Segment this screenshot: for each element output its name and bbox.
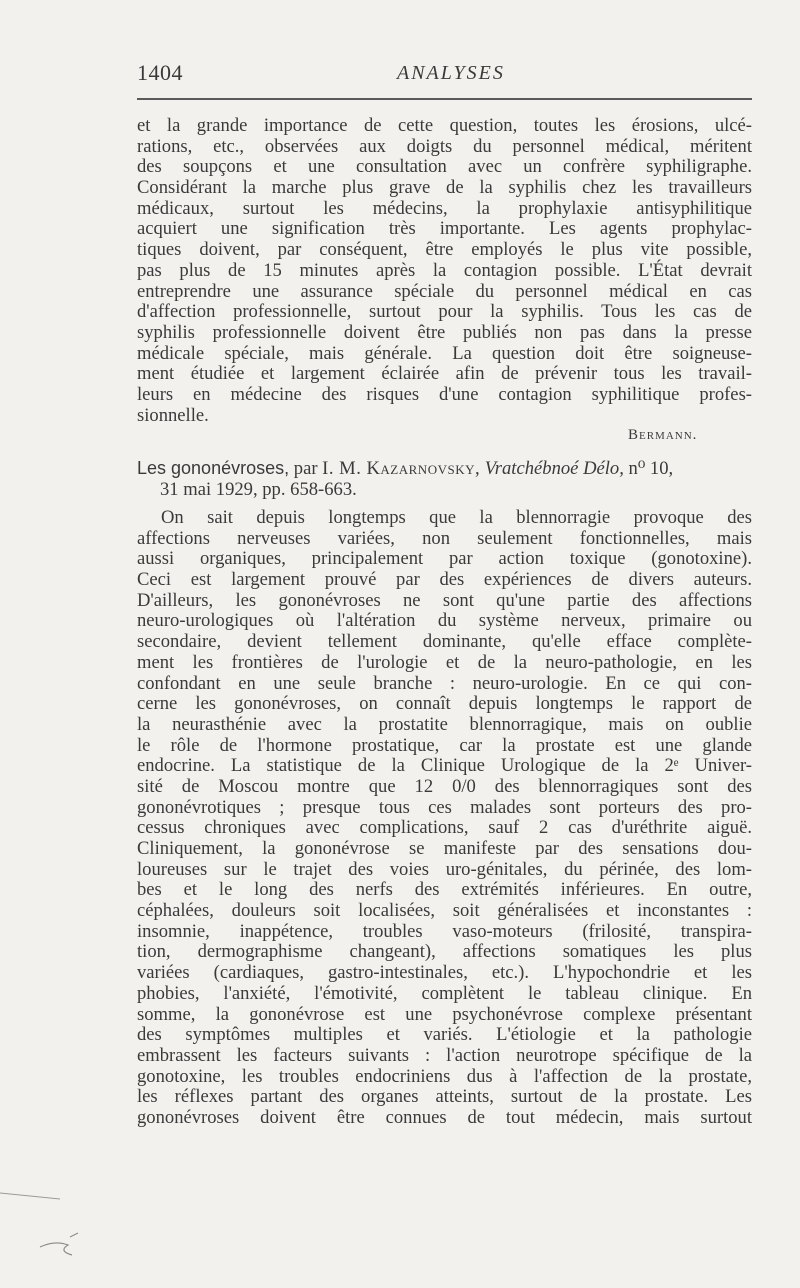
text-line: ment étudiée et largement éclairée afin de prévenir tous les travail- [137, 363, 752, 385]
previous-article-text [137, 116, 752, 426]
article-author: I. M. Kazarnovsky, [322, 458, 481, 479]
text-line: Ceci est largement prouvé par des expériences de divers auteurs. [137, 569, 752, 591]
text-line: neuro-urologiques où l'altération du système nerveux, primaire ou [137, 610, 752, 632]
text-line: tiques doivent, par conséquent, être employés le plus vite possible, [137, 239, 752, 261]
text-line: phobies, l'anxiété, l'émotivité, complètent le tableau clinique. En [137, 982, 752, 1004]
text-line: ment les frontières de l'urologie et de la neuro-pathologie, en les [137, 651, 752, 673]
article-title: Les gononévroses, [137, 458, 290, 478]
article-journal: Vratchébnoé Délo, [484, 458, 624, 479]
text-line: secondaire, devient tellement dominante, qu'elle efface complète- [137, 631, 752, 653]
text-line: la neurasthénie avec la prostatite blennorragique, mais on oublie [137, 713, 752, 735]
text-line: somme, la gononévrose est une psychonévrose complexe présentant [137, 1003, 752, 1025]
text-line: entreprendre une assurance spéciale du personnel médical en cas [137, 280, 752, 302]
article-issue: n⁰ 10, [628, 458, 674, 479]
text-line: aussi organiques, principalement par action toxique (gonotoxine). [137, 548, 752, 570]
text-line: embrassent les facteurs suivants : l'action neurotrope spécifique de la [137, 1044, 752, 1066]
running-header [137, 60, 752, 94]
text-line: gononévroses doivent être connues de tout médecin, mais surtout [137, 1106, 752, 1128]
text-line: gonotoxine, les troubles endocriniens dus à l'affection de la prostate, [137, 1065, 752, 1087]
text-line: syphilis professionnelle doivent être publiés non pas dans la presse [137, 321, 752, 343]
text-line: sité de Moscou montre que 12 0/0 des blennorragiques sont des [137, 775, 752, 797]
text-line: loureuses sur le trajet des voies uro-génitales, du périnée, des lom- [137, 858, 752, 880]
reviewer-signature: Bermann. [628, 427, 698, 443]
text-line: le rôle de l'hormone prostatique, car la prostate est une glande [137, 734, 752, 756]
article-by: par [293, 458, 318, 479]
text-line: des symptômes multiples et variés. L'étiologie et la pathologie [137, 1024, 752, 1046]
text-line: rations, etc., observées aux doigts du personnel médical, méritent [137, 135, 752, 157]
text-line: des soupçons et une consultation avec un confrère syphiligraphe. [137, 156, 752, 178]
text-line: Cliniquement, la gononévrose se manifeste par des sensations dou- [137, 838, 752, 859]
article-heading [137, 458, 752, 500]
text-line: affections nerveuses variées, non seulement fonctionnelles, mais [137, 527, 752, 549]
text-line: pas plus de 15 minutes après la contagion possible. L'État devrait [137, 259, 752, 281]
article-date-pages: 31 mai 1929, pp. 658-663. [160, 479, 357, 500]
text-line: céphalées, douleurs soit localisées, soit généralisées et inconstantes : [137, 900, 752, 922]
text-line: médicale spéciale, mais générale. La question doit être soigneuse- [137, 342, 752, 364]
text-line: endocrine. La statistique de la Clinique Urologique de la 2ᵉ Univer- [137, 755, 752, 777]
article-body-text [137, 508, 752, 1129]
text-line: gononévrotiques ; presque tous ces malades sont porteurs des pro- [137, 796, 752, 818]
text-line: cessus chroniques avec complications, sauf 2 cas d'uréthrite aiguë. [137, 817, 752, 839]
text-line: insomnie, inappétence, troubles vaso-moteurs (frilosité, transpira- [137, 920, 752, 942]
text-line: variées (cardiaques, gastro-intestinales, etc.). L'hypochondrie et les [137, 962, 752, 984]
page-number: 1404 [137, 60, 183, 85]
pencil-margin-mark [0, 1185, 120, 1285]
header-rule [137, 98, 752, 100]
text-line: et la grande importance de cette question, toutes les érosions, ulcé- [137, 115, 752, 136]
text-line: tion, dermographisme changeant), affections somatiques les plus [137, 941, 752, 963]
text-line: les réflexes partant des organes atteints, surtout de la prostate. Les [137, 1086, 752, 1108]
text-line: sionnelle. [137, 404, 209, 426]
text-line: On sait depuis longtemps que la blennorragie provoque des [161, 507, 752, 528]
text-line: confondant en une seule branche : neuro-urologie. En ce qui con- [137, 672, 752, 694]
text-line: leurs en médecine des risques d'une contagion syphilitique profes- [137, 383, 752, 405]
running-title: ANALYSES [397, 62, 505, 84]
text-line: bes et le long des nerfs des extrémités inférieures. En outre, [137, 879, 752, 901]
text-line: d'affection professionnelle, surtout pour la syphilis. Tous les cas de [137, 301, 752, 323]
text-line: médicaux, surtout les médecins, la prophylaxie antisyphilitique [137, 197, 752, 219]
text-line: D'ailleurs, les gononévroses ne sont qu'une partie des affections [137, 589, 752, 611]
text-line: cerne les gononévroses, on connaît depuis longtemps le rapport de [137, 693, 752, 715]
text-line: Considérant la marche plus grave de la syphilis chez les travailleurs [137, 177, 752, 199]
text-line: acquiert une signification très importante. Les agents prophylac- [137, 218, 752, 240]
